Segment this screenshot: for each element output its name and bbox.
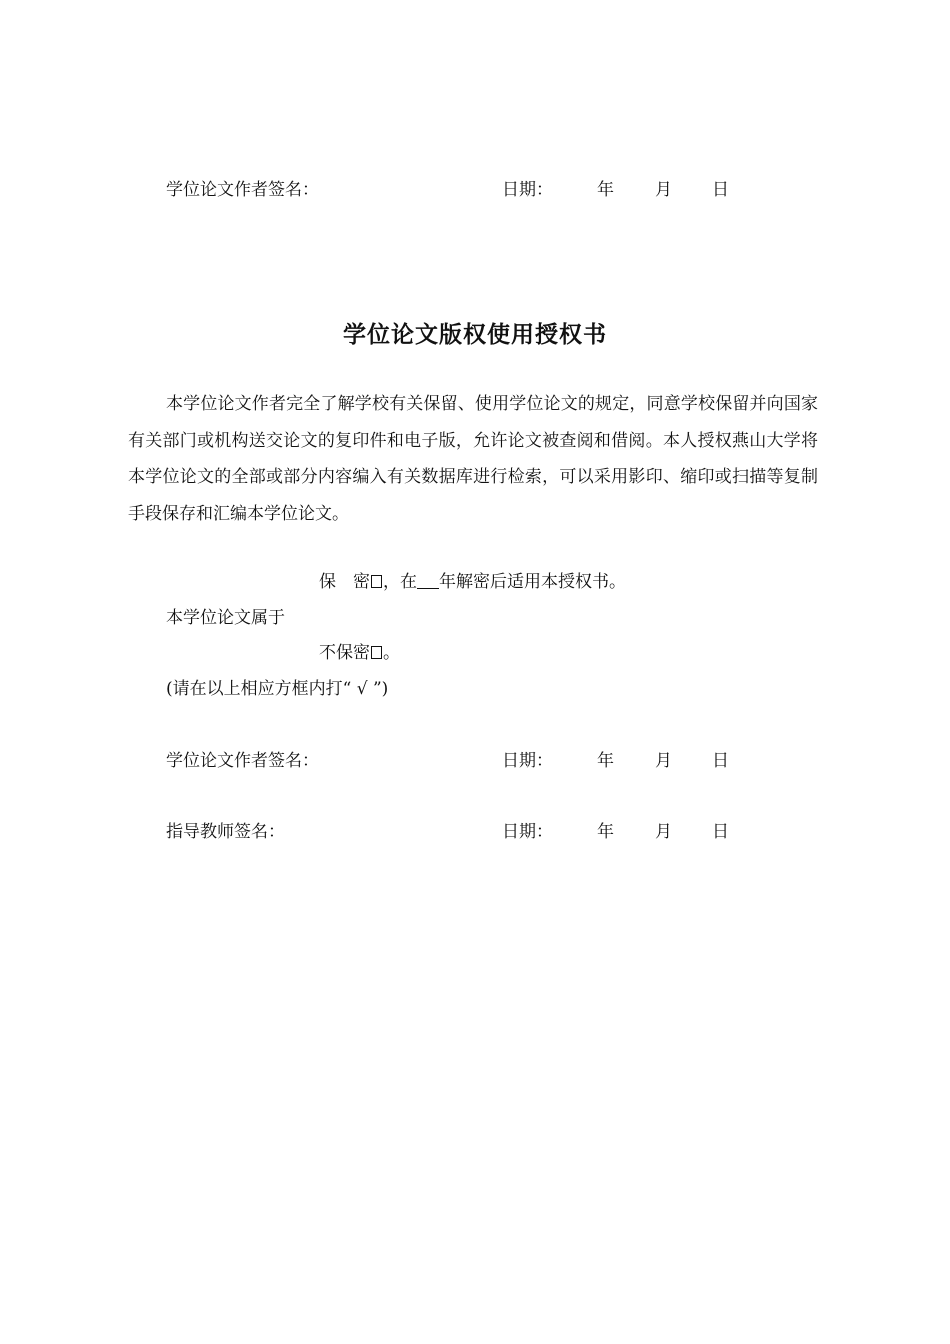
date-label: 日期： (502, 822, 553, 842)
confidential-checkbox[interactable] (371, 575, 382, 588)
day-label: 日 (712, 751, 729, 771)
year-label: 年 (597, 180, 614, 200)
month-label: 月 (655, 822, 672, 842)
day-label: 日 (712, 822, 729, 842)
non-confidential-label: 不保密 (319, 643, 370, 663)
date-label: 日期： (502, 751, 553, 771)
advisor-signature-row (166, 820, 766, 844)
day-label: 日 (712, 180, 729, 200)
non-confidential-checkbox[interactable] (371, 646, 382, 659)
year-label: 年 (597, 751, 614, 771)
year-label: 年 (597, 822, 614, 842)
non-confidential-option (319, 641, 400, 665)
authorization-paragraph: 本学位论文作者完全了解学校有关保留、使用学位论文的规定，同意学校保留并向国家有关部门或机构送交论文的复印件和电子版，允许论文被查阅和借阅。本人授权燕山大学将本学位论文的全部或部分内容编入有关数据库进行检索，可以采用影印、缩印或扫描等复制手段保存和汇编本学位论文。 (128, 394, 818, 524)
month-label: 月 (655, 180, 672, 200)
confidential-suffix-text: 年解密后适用本授权书。 (439, 572, 626, 592)
author-signature-label: 学位论文作者签名： (166, 751, 319, 771)
author-signature-label: 学位论文作者签名： (166, 180, 319, 200)
advisor-signature-label: 指导教师签名： (166, 822, 285, 842)
confidential-option (319, 570, 626, 594)
checkbox-instruction: (请在以上相应方框内打“ √ ”) (166, 679, 389, 699)
confidential-middle-text: ，在 (383, 572, 417, 592)
page-title: 学位论文版权使用授权书 (343, 322, 607, 348)
bottom-author-signature-row (166, 749, 766, 773)
month-label: 月 (655, 751, 672, 771)
belongs-to-text: 本学位论文属于 (166, 608, 285, 628)
confidential-label: 保 密 (319, 572, 370, 592)
top-author-signature-row (166, 178, 766, 202)
non-confidential-suffix: 。 (383, 643, 400, 663)
declassify-years-blank[interactable] (417, 571, 439, 589)
date-label: 日期： (502, 180, 553, 200)
